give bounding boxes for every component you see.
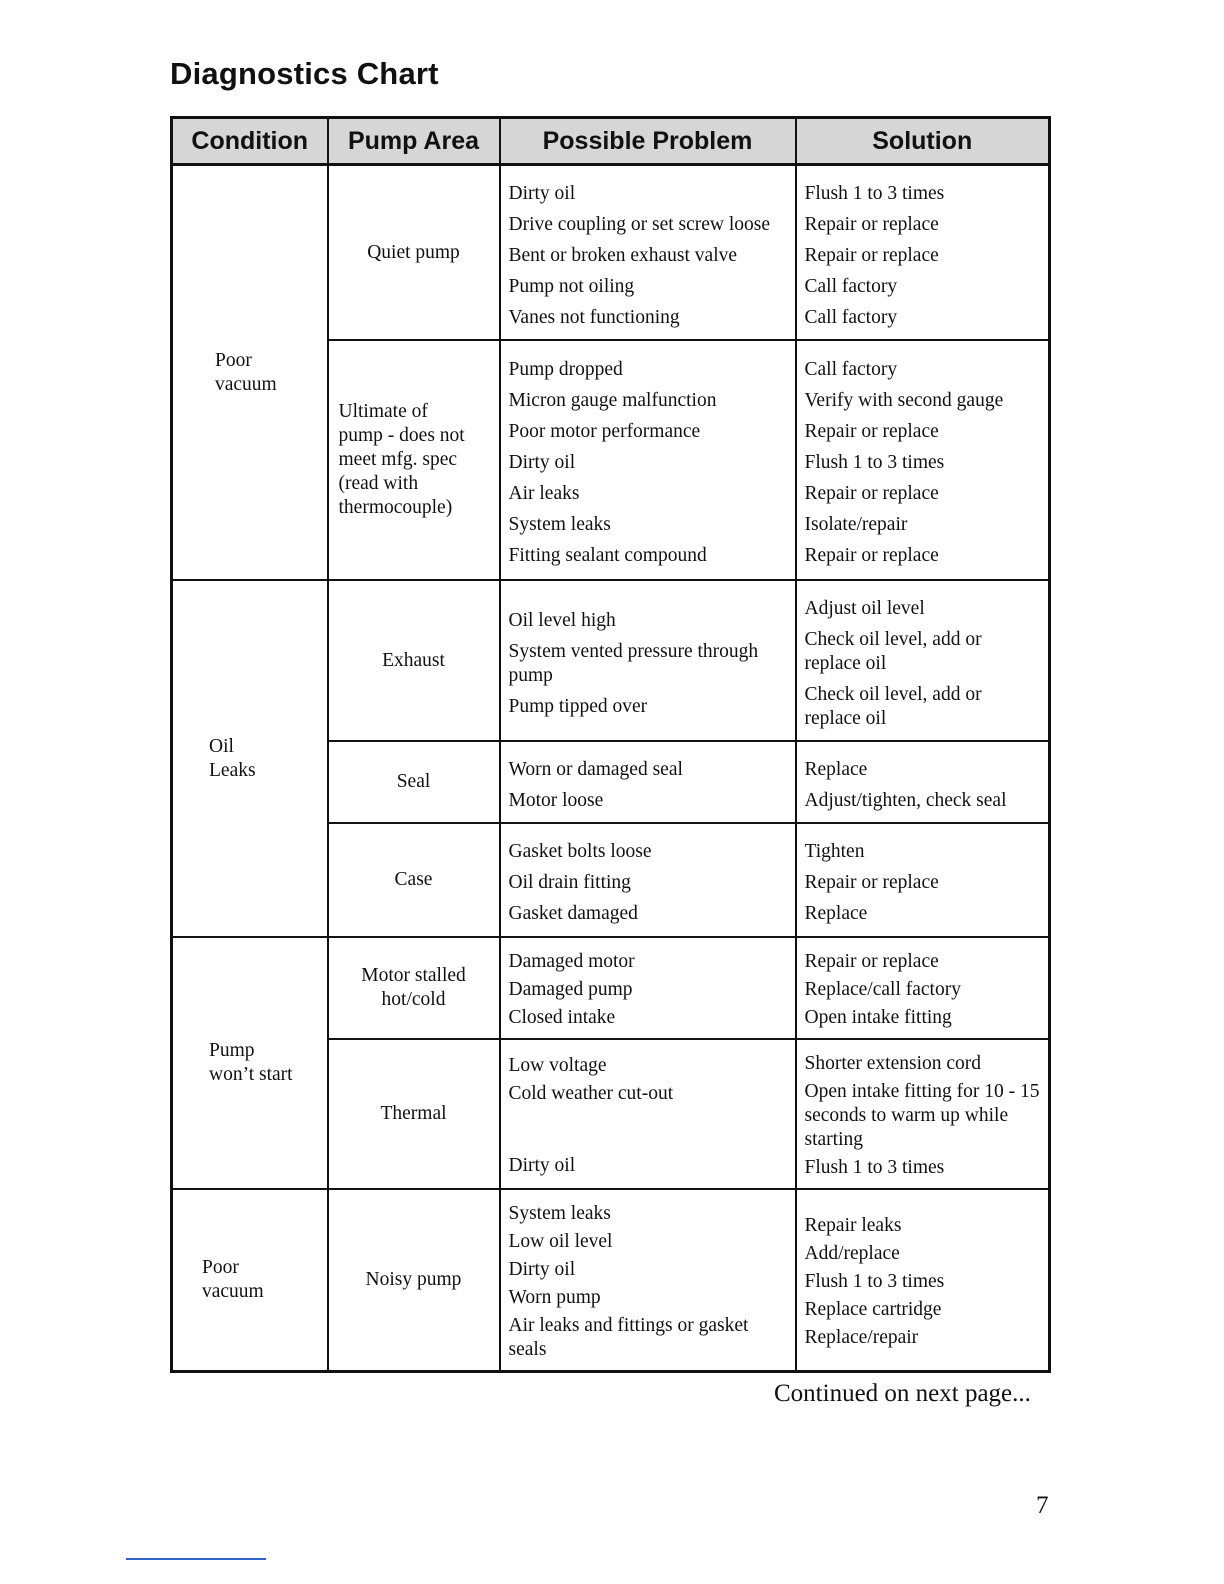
solution-item: Flush 1 to 3 times bbox=[804, 1157, 945, 1178]
solution-list bbox=[796, 580, 1050, 741]
solution-item: Add/replace bbox=[804, 1243, 900, 1264]
solution-item: Replace/repair bbox=[804, 1327, 919, 1348]
solution-list bbox=[796, 1189, 1050, 1372]
table-row bbox=[172, 1189, 1050, 1372]
condition-oil-leaks: Oil Leaks bbox=[172, 580, 328, 937]
solution-list bbox=[796, 823, 1050, 937]
problem-item: Air leaks and fittings or gasket seals bbox=[508, 1315, 749, 1360]
solution-item: Replace cartridge bbox=[804, 1299, 942, 1320]
header-pump-area: Pump Area bbox=[328, 118, 500, 165]
problem-item: Oil drain fitting bbox=[508, 872, 631, 893]
solution-item: Check oil level, add or replace oil bbox=[804, 628, 982, 674]
table-row bbox=[172, 165, 1050, 341]
solution-item: Shorter extension cord bbox=[804, 1053, 982, 1074]
solution-item: Repair or replace bbox=[804, 872, 939, 893]
page-number: 7 bbox=[1036, 1492, 1049, 1519]
problem-item: Micron gauge malfunction bbox=[508, 390, 717, 411]
solution-item: Flush 1 to 3 times bbox=[804, 182, 945, 204]
problem-item: Worn pump bbox=[508, 1287, 601, 1308]
solution-list bbox=[796, 937, 1050, 1039]
solution-list bbox=[796, 165, 1050, 341]
solution-item: Replace bbox=[804, 758, 868, 780]
problem-item: Damaged pump bbox=[508, 979, 633, 1000]
problem-item: Drive coupling or set screw loose bbox=[508, 213, 771, 235]
solution-item: Repair or replace bbox=[804, 213, 939, 235]
solution-item: Repair or replace bbox=[804, 483, 939, 504]
condition-pump-wont-start: Pump won’t start bbox=[172, 937, 328, 1189]
problem-list bbox=[500, 1189, 796, 1372]
problem-item: Worn or damaged seal bbox=[508, 758, 683, 780]
header-condition: Condition bbox=[172, 118, 328, 165]
problem-list bbox=[500, 741, 796, 823]
problem-item: System leaks bbox=[508, 514, 611, 535]
solution-item: Repair or replace bbox=[804, 545, 939, 566]
problem-item: Closed intake bbox=[508, 1007, 616, 1028]
pump-area-motor-stalled: Motor stalled hot/cold bbox=[328, 937, 500, 1039]
solution-item: Open intake fitting bbox=[804, 1007, 952, 1028]
problem-item: Dirty oil bbox=[508, 1259, 576, 1280]
problem-item: Air leaks bbox=[508, 483, 580, 504]
solution-item: Repair or replace bbox=[804, 951, 939, 972]
solution-item: Adjust/tighten, check seal bbox=[804, 789, 1007, 811]
condition-poor-vacuum-2: Poor vacuum bbox=[172, 1189, 328, 1372]
problem-item: Low oil level bbox=[508, 1231, 613, 1252]
problem-item: Bent or broken exhaust valve bbox=[508, 244, 738, 266]
problem-list bbox=[500, 823, 796, 937]
table-row bbox=[172, 580, 1050, 741]
problem-item: Gasket bolts loose bbox=[508, 841, 652, 862]
pump-area-thermal: Thermal bbox=[328, 1039, 500, 1189]
problem-item: Pump tipped over bbox=[508, 695, 648, 717]
pump-area-noisy-pump: Noisy pump bbox=[328, 1189, 500, 1372]
solution-item: Repair or replace bbox=[804, 244, 939, 266]
problem-list bbox=[500, 165, 796, 341]
pump-area-exhaust: Exhaust bbox=[328, 580, 500, 741]
problem-item: Dirty oil bbox=[508, 452, 576, 473]
solution-list bbox=[796, 741, 1050, 823]
solution-item: Flush 1 to 3 times bbox=[804, 1271, 945, 1292]
problem-item: Dirty oil bbox=[508, 182, 576, 204]
pump-area-case: Case bbox=[328, 823, 500, 937]
solution-list bbox=[796, 1039, 1050, 1189]
problem-item: System leaks bbox=[508, 1203, 611, 1224]
problem-item: Dirty oil bbox=[508, 1155, 576, 1176]
problem-item: Cold weather cut-out bbox=[508, 1083, 674, 1104]
problem-item: Gasket damaged bbox=[508, 903, 638, 924]
pump-area-ultimate: Ultimate of pump - does not meet mfg. spec (read with thermocouple) bbox=[328, 340, 500, 580]
solution-item: Call factory bbox=[804, 359, 898, 380]
condition-poor-vacuum: Poor vacuum bbox=[172, 165, 328, 581]
page-title: Diagnostics Chart bbox=[170, 56, 439, 91]
solution-item: Isolate/repair bbox=[804, 514, 908, 535]
solution-item: Open intake fitting for 10 - 15 seconds to warm up while starting bbox=[804, 1081, 1040, 1150]
pump-area-seal: Seal bbox=[328, 741, 500, 823]
continued-note: Continued on next page... bbox=[774, 1380, 1031, 1407]
solution-item: Flush 1 to 3 times bbox=[804, 452, 945, 473]
problem-item: System vented pressure through pump bbox=[508, 640, 759, 686]
header-possible-problem: Possible Problem bbox=[500, 118, 796, 165]
problem-list bbox=[500, 937, 796, 1039]
problem-item: Pump not oiling bbox=[508, 275, 635, 297]
problem-item: Motor loose bbox=[508, 789, 604, 811]
solution-item: Repair or replace bbox=[804, 421, 939, 442]
header-solution: Solution bbox=[796, 118, 1050, 165]
problem-item: Low voltage bbox=[508, 1055, 607, 1076]
problem-list bbox=[500, 1039, 796, 1189]
solution-item: Verify with second gauge bbox=[804, 390, 1004, 411]
solution-item: Tighten bbox=[804, 841, 865, 862]
solution-item: Check oil level, add or replace oil bbox=[804, 683, 982, 729]
problem-item: Damaged motor bbox=[508, 951, 635, 972]
solution-item: Replace/call factory bbox=[804, 979, 961, 1000]
table-header-row bbox=[172, 118, 1050, 165]
problem-list bbox=[500, 580, 796, 741]
footer-divider bbox=[126, 1558, 266, 1560]
solution-item: Replace bbox=[804, 903, 868, 924]
problem-item: Poor motor performance bbox=[508, 421, 701, 442]
problem-item: Pump dropped bbox=[508, 359, 623, 380]
solution-item: Call factory bbox=[804, 306, 898, 328]
diagnostics-table bbox=[170, 116, 1051, 1373]
problem-item: Fitting sealant compound bbox=[508, 545, 707, 566]
solution-list bbox=[796, 340, 1050, 580]
problem-item: Vanes not functioning bbox=[508, 306, 680, 328]
problem-list bbox=[500, 340, 796, 580]
solution-item: Call factory bbox=[804, 275, 898, 297]
solution-item: Adjust oil level bbox=[804, 597, 925, 619]
problem-item: Oil level high bbox=[508, 609, 616, 631]
solution-item: Repair leaks bbox=[804, 1215, 902, 1236]
pump-area-quiet-pump: Quiet pump bbox=[328, 165, 500, 341]
table-row bbox=[172, 937, 1050, 1039]
